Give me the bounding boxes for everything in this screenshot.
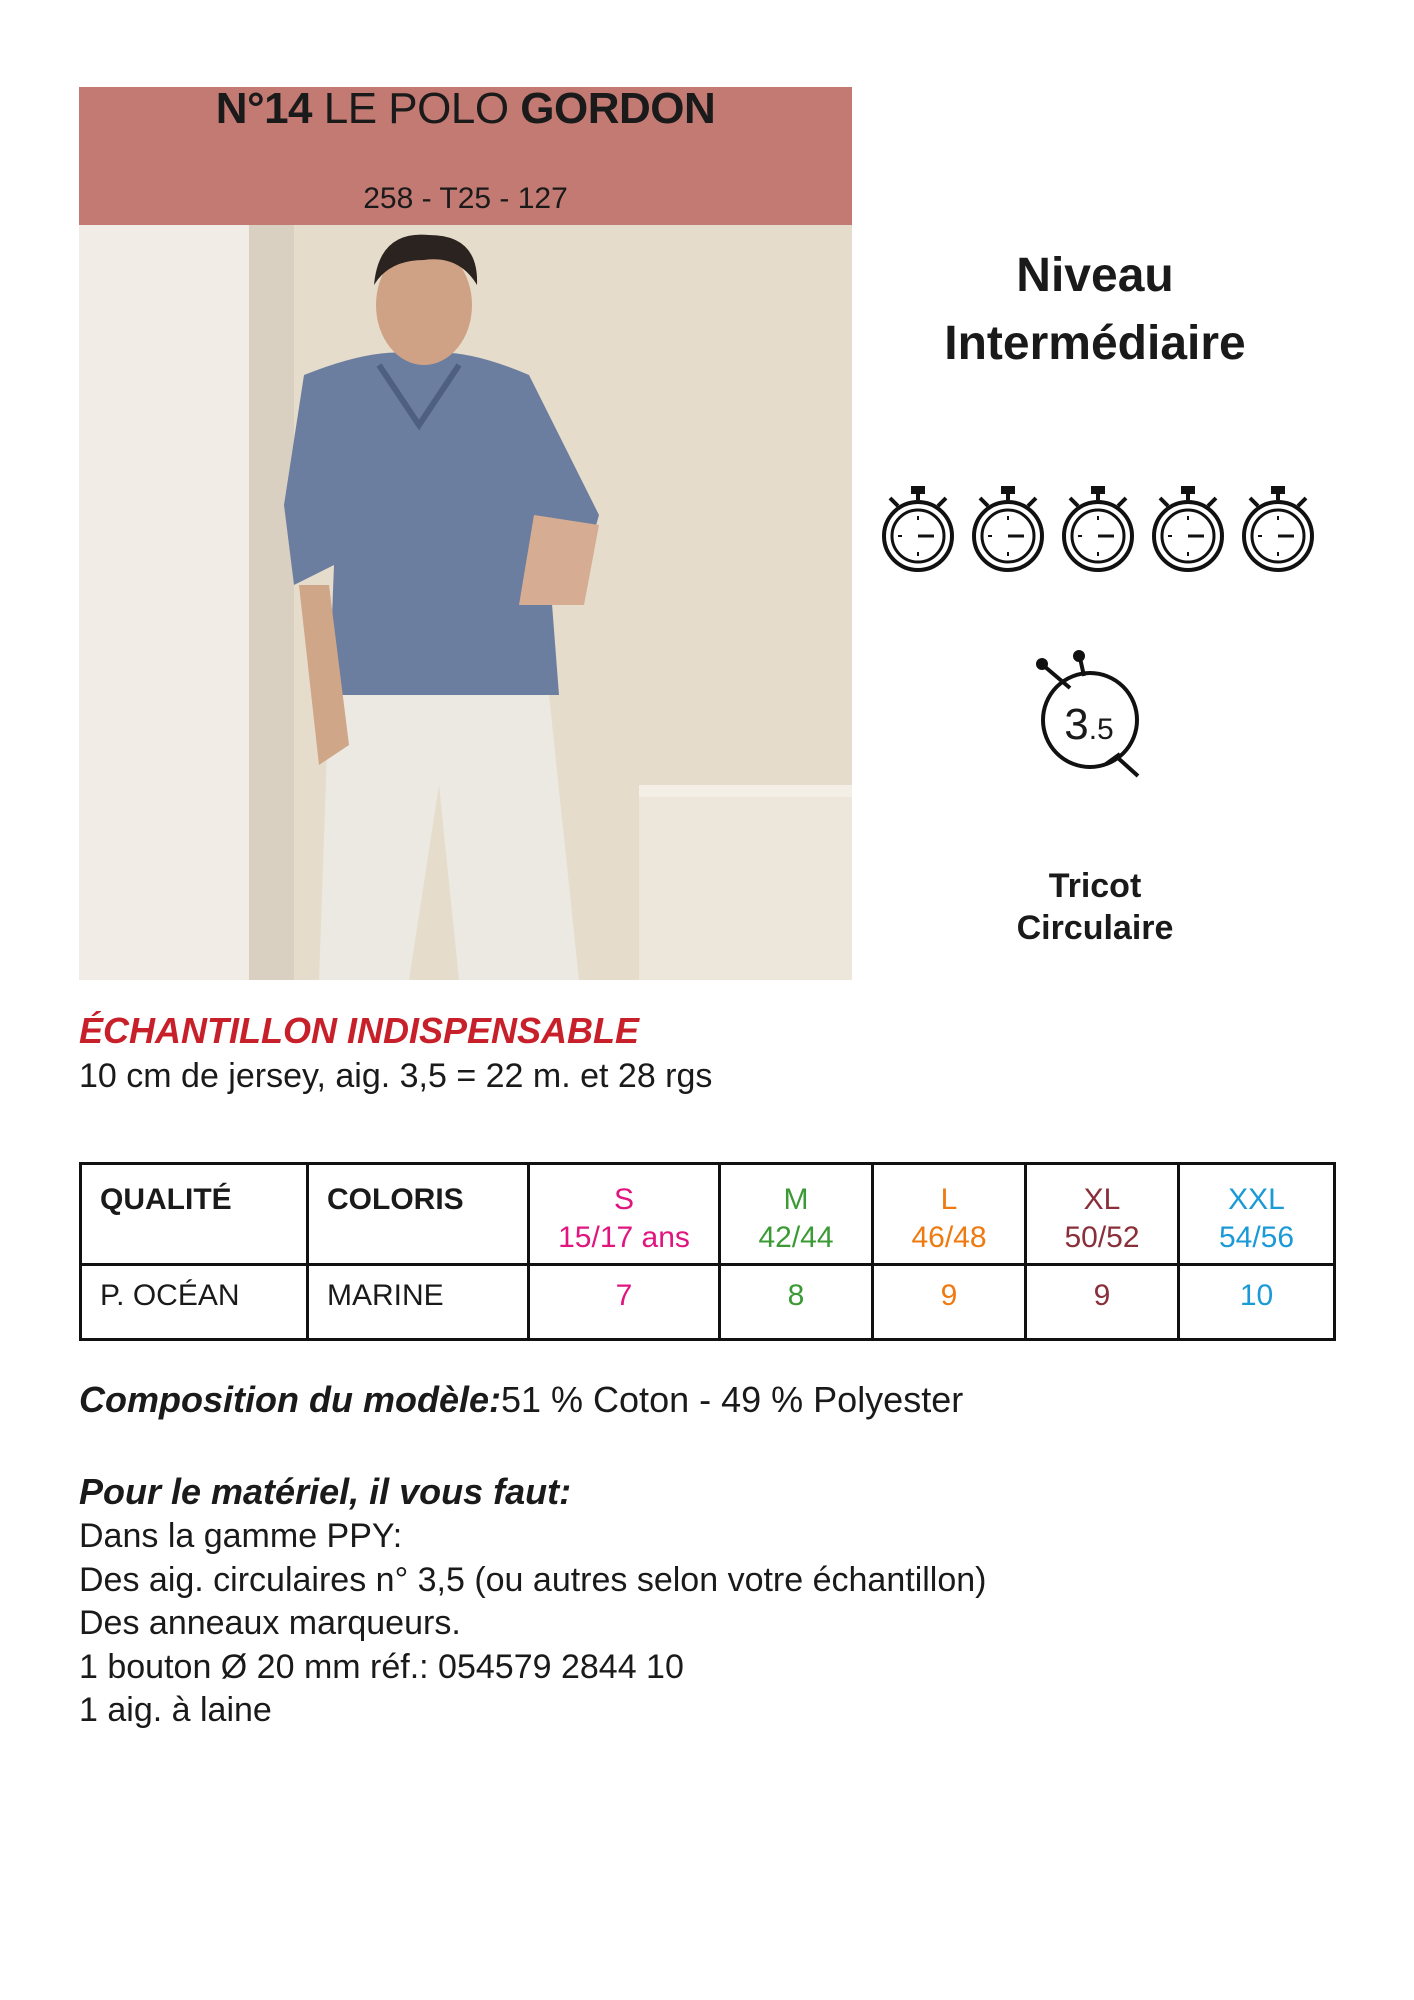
color-cell: MARINE xyxy=(308,1265,529,1340)
materials-list xyxy=(79,1515,987,1733)
table-row xyxy=(81,1265,1335,1340)
size-xl xyxy=(1026,1164,1179,1265)
size-m xyxy=(720,1164,873,1265)
size-xxl xyxy=(1179,1164,1335,1265)
size-s xyxy=(529,1164,720,1265)
composition-value: 51 % Coton - 49 % Polyester xyxy=(500,1379,964,1420)
col-quality: QUALITÉ xyxy=(81,1164,308,1265)
knit-type-line2: Circulaire xyxy=(1016,909,1174,947)
size-sub: 50/52 xyxy=(1064,1221,1140,1254)
list-item: Des anneaux marqueurs. xyxy=(79,1604,461,1642)
qty-xxl: 10 xyxy=(1179,1265,1335,1340)
size-label: M xyxy=(783,1183,809,1216)
pattern-number: N°14 xyxy=(215,84,313,133)
quality-cell: P. OCÉAN xyxy=(81,1265,308,1340)
knit-type-line1: Tricot xyxy=(1048,867,1142,905)
size-label: XXL xyxy=(1228,1183,1285,1216)
qty-m: 8 xyxy=(720,1265,873,1340)
qty-l: 9 xyxy=(873,1265,1026,1340)
reference-code: 258 - T25 - 127 xyxy=(363,182,568,215)
yarn-table xyxy=(79,1162,1336,1341)
composition-label: Composition du modèle: xyxy=(79,1379,501,1420)
size-sub: 54/56 xyxy=(1218,1221,1295,1254)
stopwatch-icon xyxy=(1058,482,1138,574)
size-l xyxy=(873,1164,1026,1265)
difficulty-label: Niveau xyxy=(1016,249,1174,302)
pattern-title-bold: GORDON xyxy=(520,84,716,133)
list-item: Des aig. circulaires n° 3,5 (ou autres selon votre échantillon) xyxy=(79,1560,987,1599)
size-sub: 42/44 xyxy=(758,1221,834,1254)
col-color: COLORIS xyxy=(308,1164,529,1265)
stopwatch-icon xyxy=(878,482,958,574)
pattern-title-plain: LE POLO xyxy=(323,84,509,133)
stopwatch-icon xyxy=(1238,482,1318,574)
list-item: 1 bouton Ø 20 mm réf.: 054579 2844 10 xyxy=(79,1647,684,1686)
needle-size-main: 3 xyxy=(1064,700,1089,749)
qty-xl: 9 xyxy=(1026,1265,1179,1340)
list-item: Dans la gamme PPY: xyxy=(79,1517,403,1555)
size-label: L xyxy=(940,1183,958,1216)
size-label: S xyxy=(613,1183,634,1216)
composition xyxy=(79,1378,963,1422)
size-label: XL xyxy=(1083,1183,1121,1216)
qty-s: 7 xyxy=(529,1265,720,1340)
difficulty-rating xyxy=(878,482,1318,574)
gauge-text: 10 cm de jersey, aig. 3,5 = 22 m. et 28 rgs xyxy=(79,1057,713,1095)
difficulty-level xyxy=(880,242,1310,378)
difficulty-value: Intermédiaire xyxy=(944,317,1246,370)
pattern-title xyxy=(79,84,852,134)
needle-size xyxy=(1044,700,1134,755)
needle-size-decimal: .5 xyxy=(1088,713,1114,746)
model-photo xyxy=(79,225,852,980)
stopwatch-icon xyxy=(1148,482,1228,574)
materials-heading: Pour le matériel, il vous faut: xyxy=(79,1471,572,1512)
size-sub: 15/17 ans xyxy=(558,1221,690,1254)
table-header-row xyxy=(81,1164,1335,1265)
stopwatch-icon xyxy=(968,482,1048,574)
size-sub: 46/48 xyxy=(911,1221,987,1254)
list-item: 1 aig. à laine xyxy=(79,1691,272,1729)
gauge-heading: ÉCHANTILLON INDISPENSABLE xyxy=(79,1010,640,1051)
knit-type xyxy=(960,865,1230,949)
